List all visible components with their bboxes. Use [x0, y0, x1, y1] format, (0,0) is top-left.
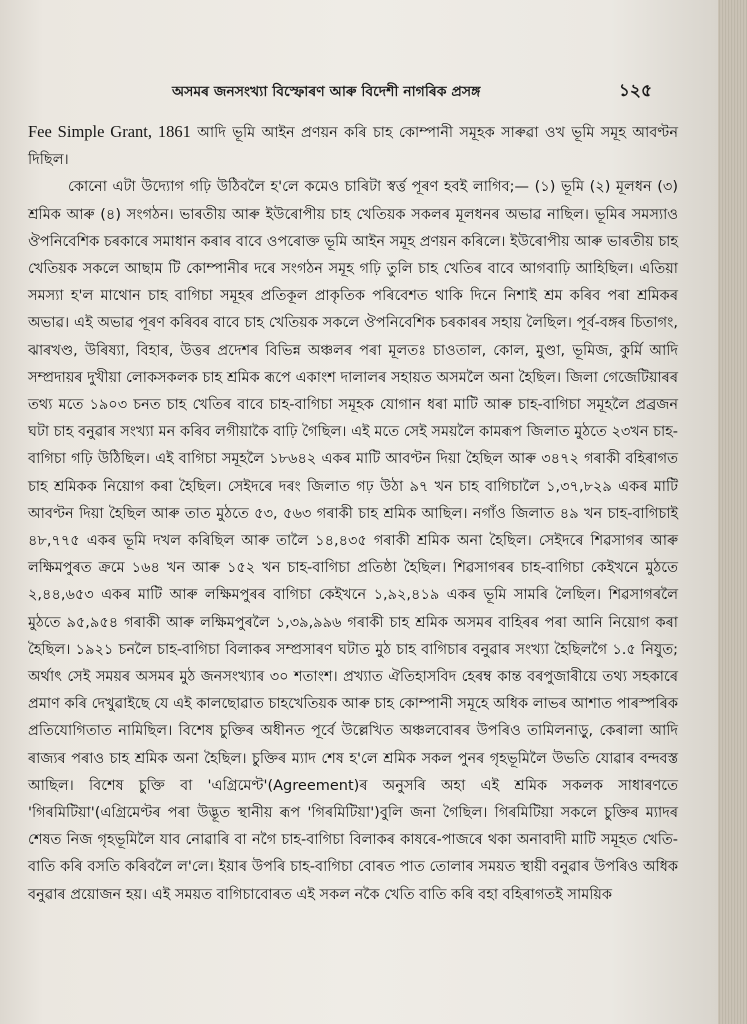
page-stack-edge	[718, 0, 747, 1024]
paragraph-2: কোনো এটা উদ্যোগ গঢ়ি উঠিবলৈ হ'লে কমেও চাৰিটা স্বৰ্ত্ত পূৰণ হবই লাগিব;— (১) ভূমি (২) মূলধন (৩) শ্ৰমিক আৰু (৪) সংগঠন। ভাৰতীয় আৰু ইউৰোপীয় চাহ খেতিয়ক সকলৰ মূলধনৰ অভাৱ নাছিল। ভূমিৰ সমস্যাও ঔপনিবেশিক চৰকাৰে সমাধান কৰাৰ বাবে ওপৰোক্ত ভূমি আইন সমূহ প্ৰণয়ন কৰিলে। ইউৰোপীয় আৰু ভাৰতীয় চাহ খেতিয়ক সকলে আছাম টি কোম্পানীৰ দৰে সংগঠন সমূহ গঢ়ি তুলি চাহ খেতিৰ বাবে আগবাঢ়ি আহিছিল। এতিয়া সমস্যা হ'ল মাথোন চাহ বাগিচা সমূহৰ প্ৰতিকূল প্ৰাকৃতিক পৰিবেশত থাকি দিনে নিশাই শ্ৰম কৰিব পৰা শ্ৰমিকৰ অভাৱ। এই অভাৱ পূৰণ কৰিবৰ বাবে চাহ খেতিয়ক সকলে ঔপনিবেশিক চৰকাৰৰ সহায় লৈছিল। পূৰ্ব-বঙ্গৰ চিতাগং, ঝাৰখণ্ড, উৰিষ্যা, বিহাৰ, উত্তৰ প্ৰদেশৰ বিভিন্ন অঞ্চলৰ পৰা মূলতঃ চাওতাল, কোল, মুণ্ডা, ভূমিজ, কুৰ্মি আদি সম্প্ৰদায়ৰ দুখীয়া লোকসকলক চাহ শ্ৰমিক ৰূপে একাংশ দালালৰ সহায়ত অসমলৈ অনা হৈছিল। জিলা গেজেটিয়াৰৰ তথ্য মতে ১৯০৩ চনত চাহ খেতিৰ বাবে চাহ-বাগিচা সমূহক যোগান ধৰা মাটি আৰু চাহ-বাগিচা সমূহলৈ প্ৰব্ৰজন ঘটা চাহ বনুৱাৰ সংখ্যা মন কৰিব লগীয়াকৈ বাঢ়ি গৈছিল। এই মতে সেই সময়লৈ কামৰূপ জিলাত মুঠতে ২৩খন চাহ-বাগিচা গঢ়ি উঠিছিল। এই বাগিচা সমূহলৈ ১৮৬৪২ একৰ মাটি আবণ্টন দিয়া হৈছিল আৰু ৩৪৭২ গৰাকী বহিৰাগত চাহ শ্ৰমিকক নিয়োগ কৰা হৈছিল। সেইদৰে দৰং জিলাত গঢ় উঠা ৯৭ খন চাহ বাগিচালৈ ১,৩৭,৮২৯ একৰ মাটি আবণ্টন দিয়া হৈছিল আৰু তাত মুঠতে ৫৩, ৫৬৩ গৰাকী চাহ শ্ৰমিক আছিল। নগাঁও জিলাত ৪৯ খন চাহ-বাগিচাই ৪৮,৭৭৫ একৰ ভূমি দখল কৰিছিল আৰু তালৈ ১৪,৪৩৫ গৰাকী শ্ৰমিক অনা হৈছিল। সেইদৰে শিৱসাগৰ আৰু লক্ষিমপুৰত ক্ৰমে ১৬৪ খন আৰু ১৫২ খন চাহ-বাগিচা প্ৰতিষ্ঠা হৈছিল। শিৱসাগৰৰ চাহ-বাগিচা কেইখনে মুঠতে ২,৪৪,৬৫৩ একৰ মাটি আৰু লক্ষিমপুৰৰ বাগিচা কেইখনে ১,৯২,৪১৯ একৰ ভূমি সামৰি লৈছিল। শিৱসাগৰলৈ মুঠতে ৯৫,৯৫৪ গৰাকী আৰু লক্ষিমপুৰলৈ ১,৩৯,৯৯৬ গৰাকী চাহ শ্ৰমিক অসমৰ বাহিৰৰ পৰা আনি নিয়োগ কৰা হৈছিল। ১৯২১ চনলৈ চাহ-বাগিচা বিলাকৰ সম্প্ৰসাৰণ ঘটাত মুঠ চাহ বাগিচাৰ বনুৱাৰ সংখ্যা হৈছিলগৈ ১.৫ নিযুত; অৰ্থাৎ সেই সময়ৰ অসমৰ মুঠ জনসংখ্যাৰ ৩০ শতাংশ। প্ৰখ্যাত ঐতিহাসবিদ হেৰম্ব কান্ত বৰপুজাৰীয়ে তথ্য সহকাৰে প্ৰমাণ কৰি দেখুৱাইছে যে এই কালছোৱাত চাহখেতিয়ক আৰু চাহ কোম্পানী সমূহে অধিক লাভৰ আশাত পাৰস্পৰিক প্ৰতিযোগিতাত নামিছিল। বিশেষ চুক্তিৰ অধীনত পূৰ্বে উল্লেখিত অঞ্চলবোৰৰ উপৰিও তামিলনাড়ু, কেৰালা আদি ৰাজ্যৰ পৰাও চাহ শ্ৰমিক অনা হৈছিল। চুক্তিৰ ম্যাদ শেষ হ'লে শ্ৰমিক সকল পুনৰ গৃহভূমিলৈ উভতি যোৱাৰ বন্দবস্ত আছিল। বিশেষ চুক্তি বা 'এগ্ৰিমেণ্ট'(Agreement)ৰ অনুসৰি অহা এই শ্ৰমিক সকলক সাধাৰণতে 'গিৰমিটিয়া'(এগ্ৰিমেণ্টৰ পৰা উদ্ভূত স্থানীয় ৰূপ 'গিৰমিটিয়া')বুলি জনা গৈছিল। গিৰমিটিয়া সকলে চুক্তিৰ ম্যাদৰ শেষত নিজ গৃহভূমিলৈ যাব নোৱাৰি বা নগৈ চাহ-বাগিচা বিলাকৰ কাষৰে-পাজৰে থকা অনাবাদী মাটি সমূহত খেতি-বাতি কৰি বসতি কৰিবলৈ ল'লে। ইয়াৰ উপৰি চাহ-বাগিচা বোৰত পাত তোলাৰ সময়ত স্থায়ী বনুৱাৰ উপৰিও অধিক বনুৱাৰ প্ৰয়োজন হয়। এই সময়ত বাগিচাবোৰত এই সকল নকৈ খেতি বাতি কৰি বহা বহিৰাগতই সাময়িক	[28, 179, 678, 903]
paragraph-1	[28, 118, 678, 174]
page-number: ১২৫	[618, 81, 652, 101]
act-name: Fee Simple Grant, 1861	[28, 122, 191, 141]
running-title: অসমৰ জনসংখ্যা বিস্ফোৰণ আৰু বিদেশী নাগৰিক প্ৰসঙ্গ	[172, 84, 481, 100]
body-text	[28, 118, 678, 909]
paragraph-1-text: আদি ভূমি আইন প্ৰণয়ন কৰি চাহ কোম্পানী সমূহক সাৰুৱা ওখ ভূমি সমূহ আবণ্টন দিছিল।	[28, 125, 678, 169]
